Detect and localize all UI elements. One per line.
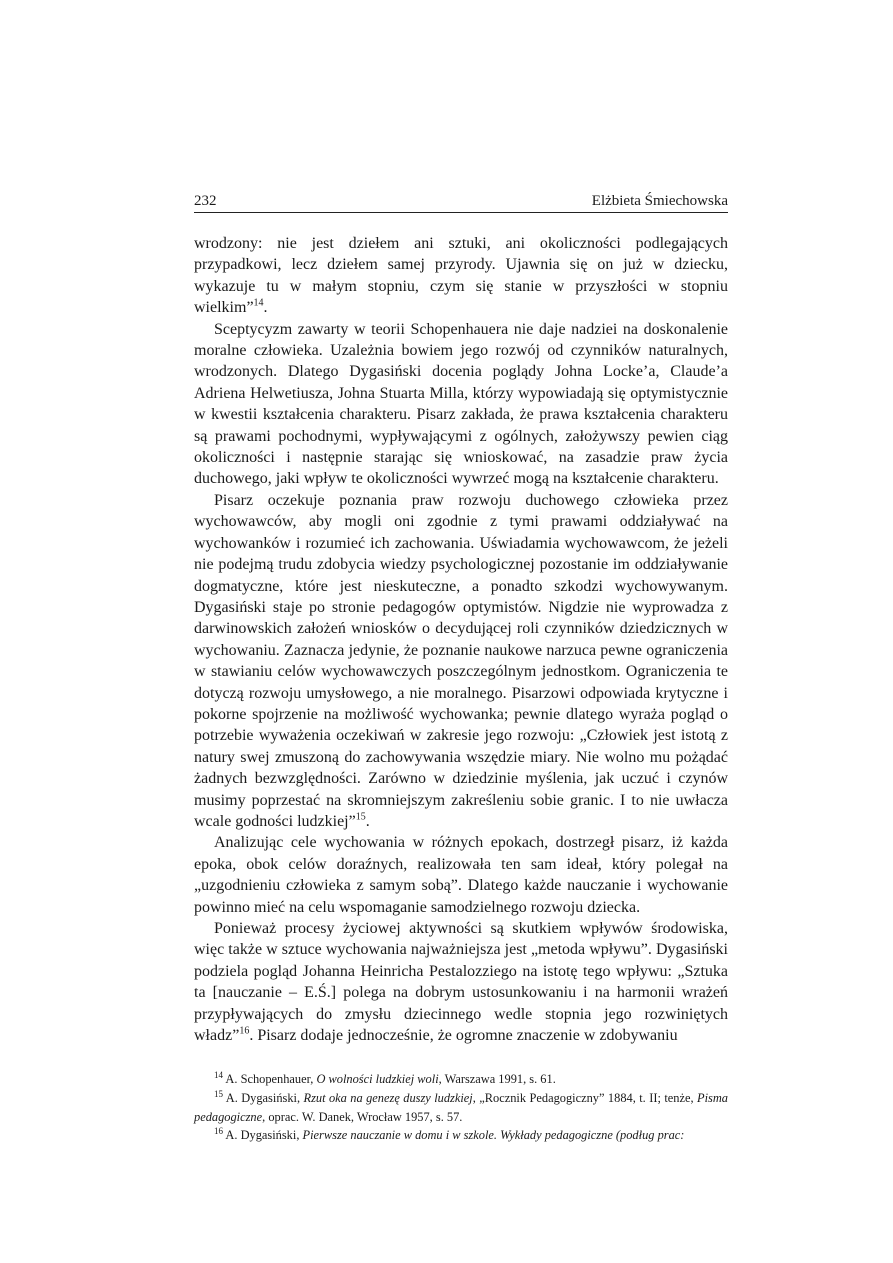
footnote: $^{16}$ A. Dygasiński, Pierwsze nauczanie w domu i w szkole. Wykłady pedagogiczne (podług prac: (214, 1126, 685, 1143)
paragraph: Pisarz oczekuje poznania praw rozwoju duchowego człowieka przez wychowawców, aby mogli oni zgodnie z tymi prawami oddziaływać na wychowanków i rozumieć ich zachowania. Uświadamia wychowawcom, że jeżeli nie podejmą trudu zdobycia wiedzy psychologicznej pozostanie im oddziaływanie dogmatyczne, które jest nieskuteczne, a ponadto szkodzi wychowywanym. Dygasiński staje po stronie pedagogów optymistów. Nigdzie nie wyprowadza z darwinowskich założeń wniosków o decydującej roli czynników dziedzicznych w wychowaniu. Zaznacza jedynie, że poznanie naukowe narzuca pewne ograniczenia w stawianiu celów wychowawczych poszczególnym jednostkom. Ograniczenia te dotyczą rozwoju umysłowego, a nie moralnego. Pisarzowi odpowiada krytyczne i pokorne spojrzenie na możliwość wychowanka; pewnie dlatego wyraża pogląd o potrzebie wyważenia oczekiwań w zakresie jego rozwoju: „Człowiek jest istotą z natury swej zmuszoną do zachowywania wszędzie miary. Nie wolno mu pożądać żadnych bezwzględności. Zarówno w dziedzinie myślenia, jak uczuć i czynów musimy poprzestać na skromniejszym zakreśleniu sobie granic. I to nie uwłacza wcale godności ludzkiej”$^{15}$. (194, 491, 728, 830)
footnote-number: 15 (214, 1088, 223, 1099)
footnote-number: 16 (214, 1126, 223, 1137)
paragraph: Sceptycyzm zawarty w teorii Schopenhauera nie daje nadziei na doskonalenie moralne człowieka. Uzależnia bowiem jego rozwój od czynników naturalnych, wrodzonych. Dlatego Dygasiński docenia poglądy Johna Locke’a, Claude’a Adriena Helwetiusza, Johna Stuarta Milla, którzy wypowiadają się optymistycznie w kwestii kształcenia charakteru. Pisarz zakłada, że prawa kształcenia charakteru są prawami pochodnymi, wypływającymi z ogólnych, założywszy pewien ciąg okoliczności i następnie starając się wnioskować, na zasadzie praw życia duchowego, jaki wpływ te okoliczności wywrzeć mogą na kształcenie charakteru. (194, 320, 728, 488)
paragraph: Ponieważ procesy życiowej aktywności są skutkiem wpływów środowiska, więc także w sztuce wychowania najważniejsza jest „metoda wpływu”. Dygasiński podziela pogląd Johanna Heinricha Pestalozziego na istotę tego wpływu: „Sztuka ta [nauczanie – E.Ś.] polega na dobrym ustosunkowaniu i na harmonii wrażeń przypływających do zmysłu dziecinnego wedle stopnia jego rozwiniętych władz”$^{16}$. Pisarz dodaje jednocześnie, że ogromne znaczenie w zdobywaniu (194, 920, 728, 1045)
footnotes (194, 1070, 728, 1144)
footnote-number: 14 (214, 1070, 223, 1081)
footnote-ref: 16 (239, 1025, 250, 1037)
running-head (194, 192, 728, 213)
book-page (194, 192, 728, 1145)
footnote: $^{15}$ A. Dygasiński, Rzut oka na genezę duszy ludzkiej, „Rocznik Pedagogiczny” 1884, t. II; tenże, Pisma pedagogiczne, oprac. W. Danek, Wrocław 1957, s. 57. (194, 1088, 728, 1124)
paragraph: Analizując cele wychowania w różnych epokach, dostrzegł pisarz, iż każda epoka, obok celów doraźnych, realizowała ten sam ideał, który polegał na „uzgodnieniu człowieka z samym sobą”. Dlatego każde nauczanie i wychowanie powinno mieć na celu wspomaganie samodzielnego rozwoju dziecka. (194, 834, 728, 916)
footnote-ref: 15 (355, 811, 366, 823)
footnote-ref: 14 (253, 297, 264, 309)
author-name: Elżbieta Śmiechowska (591, 193, 728, 209)
body-text (194, 233, 728, 1046)
page-number: 232 (194, 193, 217, 209)
footnote: $^{14}$ A. Schopenhauer, O wolności ludzkiej woli, Warszawa 1991, s. 61. (214, 1070, 556, 1087)
paragraph: wrodzony: nie jest dziełem ani sztuki, ani okoliczności podlegających przypadkowi, lecz dziełem samej przyrody. Ujawnia się on już w dziecku, wykazuje tu w małym stopniu, czym się stanie w przyszłości w stopniu wielkim”$^{14}$. (194, 235, 728, 317)
